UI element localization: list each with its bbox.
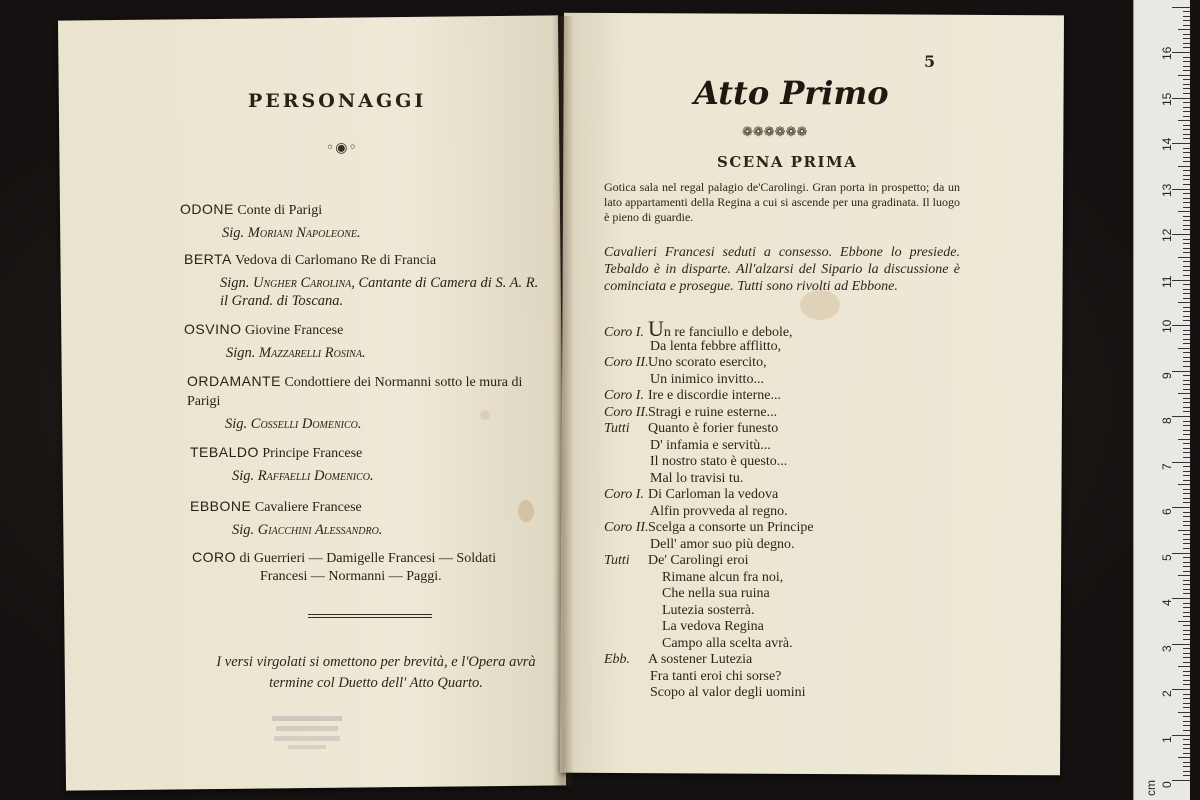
ruler-tick: [1183, 730, 1190, 731]
scene-setting: Gotica sala nel regal palagio de'Carolingi. Gran porta in prospetto; da un lato appartamenti della Regina a cui si ascende per una gradinata. Il luogo è pieno di guardie.: [604, 180, 960, 224]
ruler-tick: [1183, 79, 1190, 80]
ruler-label: 12: [1160, 228, 1174, 242]
verse-text: Dell' amor suo più degno.: [650, 536, 795, 552]
role-description: Giovine Francese: [241, 323, 344, 338]
verse-text: Un inimico invitto...: [650, 371, 764, 387]
ruler-tick: [1183, 389, 1190, 390]
ruler-tick: [1178, 712, 1190, 713]
ruler-tick: [1183, 502, 1190, 503]
ruler-label: 1: [1160, 735, 1174, 743]
role-singer: Sign. Mazzarelli Rosina.: [226, 345, 366, 361]
verse-line: [604, 685, 964, 702]
ruler-tick: [1172, 143, 1190, 144]
verse-speaker: Ebb.: [604, 652, 631, 667]
ruler-tick: [1183, 744, 1190, 745]
ruler-label: 0: [1160, 781, 1174, 788]
ruler-label: 5: [1160, 553, 1174, 561]
ruler-label: 4: [1160, 599, 1174, 606]
ruler-tick: [1183, 229, 1190, 230]
verse-line: [604, 388, 964, 405]
verse-line: [604, 316, 964, 341]
ruler-tick: [1183, 107, 1190, 108]
ruler-tick: [1183, 466, 1190, 467]
ruler-tick: [1183, 548, 1190, 549]
ruler-tick: [1183, 739, 1190, 740]
ruler-tick: [1183, 66, 1190, 67]
verse-text: D' infamia e servitù...: [650, 437, 771, 453]
ruler-tick: [1183, 298, 1190, 299]
ruler-tick: [1183, 70, 1190, 71]
role-odone: [180, 200, 361, 242]
verse-line: [604, 471, 964, 488]
ruler-tick: [1178, 393, 1190, 394]
ruler-tick: [1178, 621, 1190, 622]
verse-line: [604, 619, 964, 636]
verse-line: [604, 537, 964, 554]
ruler-tick: [1183, 316, 1190, 317]
ruler-tick: [1172, 371, 1190, 372]
book-gutter: [552, 16, 574, 786]
divider-rule: [308, 614, 432, 618]
ruler-tick: [1183, 452, 1190, 453]
ruler-tick: [1183, 352, 1190, 353]
role-description: Vedova di Carlomano Re di Francia: [231, 253, 437, 268]
ruler-tick: [1183, 88, 1190, 89]
verse-line: [604, 355, 964, 372]
ruler-tick: [1183, 193, 1190, 194]
ruler-tick: [1183, 402, 1190, 403]
ruler-tick: [1172, 780, 1190, 781]
ruler-tick: [1178, 302, 1190, 303]
ruler-tick: [1183, 662, 1190, 663]
ruler-tick: [1183, 361, 1190, 362]
role-berta: [184, 250, 544, 310]
ruler-tick: [1183, 125, 1190, 126]
ruler-label: 6: [1160, 508, 1174, 515]
ruler-tick: [1183, 434, 1190, 435]
ruler-tick: [1183, 607, 1190, 608]
ruler-tick: [1183, 334, 1190, 335]
ruler-tick: [1183, 671, 1190, 672]
verse-line: [604, 603, 964, 620]
ruler-label: 3: [1160, 644, 1174, 652]
ruler-tick: [1183, 480, 1190, 481]
role-singer: Sig. Moriani Napoleone.: [222, 225, 361, 241]
library-stamp: [270, 712, 344, 752]
verse-line: [604, 570, 964, 587]
personaggi-title: PERSONAGGI: [248, 90, 427, 112]
role-singer: Sig. Cosselli Domenico.: [225, 416, 362, 432]
page-number: 5: [924, 52, 936, 71]
role-name: EBBONE: [190, 498, 252, 514]
ruler-tick: [1183, 266, 1190, 267]
ruler-tick: [1183, 43, 1190, 44]
ruler-tick: [1183, 216, 1190, 217]
role-name: CORO: [192, 549, 236, 565]
ruler-tick: [1183, 775, 1190, 776]
ruler-tick: [1178, 484, 1190, 485]
verse-text: Un re fanciullo e debole,: [648, 316, 793, 341]
verse-text: Da lenta febbre afflitto,: [650, 338, 782, 354]
verse-text: Lutezia sosterrà.: [662, 602, 755, 618]
verse-line: [604, 372, 964, 389]
ruler-tick: [1183, 616, 1190, 617]
ruler-tick: [1183, 562, 1190, 563]
ruler-tick: [1183, 489, 1190, 490]
ruler-tick: [1183, 116, 1190, 117]
ruler-tick: [1178, 575, 1190, 576]
ruler-tick: [1183, 138, 1190, 139]
ruler-tick: [1183, 157, 1190, 158]
verse-line: [604, 487, 964, 504]
role-name: ORDAMANTE: [187, 373, 281, 389]
ruler-tick: [1183, 307, 1190, 308]
ruler-tick: [1183, 398, 1190, 399]
ruler-tick: [1183, 11, 1190, 12]
verse-speaker: Coro I.: [604, 487, 644, 502]
ruler-tick: [1183, 589, 1190, 590]
ruler-tick: [1183, 630, 1190, 631]
ruler-unit: cm: [1144, 780, 1158, 796]
verse-speaker: Coro I.: [604, 388, 644, 403]
ruler-tick: [1183, 134, 1190, 135]
verse-line: [604, 454, 964, 471]
ruler-tick: [1183, 753, 1190, 754]
verse-line: [604, 421, 964, 438]
ruler-tick: [1183, 57, 1190, 58]
ruler-tick: [1183, 375, 1190, 376]
verse-text: Che nella sua ruina: [662, 586, 770, 601]
ruler-tick: [1183, 152, 1190, 153]
verse-line: [604, 405, 964, 422]
verse-text: Campo alla scelta avrà.: [662, 635, 793, 651]
ruler-tick: [1183, 457, 1190, 458]
ruler-tick: [1183, 571, 1190, 572]
ruler-tick: [1172, 280, 1190, 281]
ruler-tick: [1183, 771, 1190, 772]
ruler-tick: [1172, 234, 1190, 235]
ruler-tick: [1183, 612, 1190, 613]
ruler-tick: [1183, 47, 1190, 48]
ruler-tick: [1183, 243, 1190, 244]
act-ornament: ❁❁❁❁❁❁: [742, 125, 808, 140]
ruler-tick: [1183, 716, 1190, 717]
role-ebbone: [190, 497, 382, 539]
verse-line: [604, 636, 964, 653]
ruler-tick: [1183, 102, 1190, 103]
ruler-tick: [1183, 239, 1190, 240]
role-osvino: [184, 320, 366, 362]
ruler-tick: [1183, 566, 1190, 567]
scene-heading: SCENA PRIMA: [717, 153, 858, 171]
ruler-tick: [1183, 707, 1190, 708]
ruler-label: 2: [1160, 690, 1174, 697]
ruler-tick: [1183, 593, 1190, 594]
ruler-tick: [1183, 225, 1190, 226]
verse-text: Rimane alcun fra noi,: [662, 569, 784, 585]
role-ordamante: [187, 372, 547, 433]
verse-speaker: Coro II.: [604, 404, 649, 420]
verse-speaker: Tutti: [604, 553, 630, 568]
verse-text: Stragi e ruine esterne...: [648, 404, 778, 420]
ruler-tick: [1183, 430, 1190, 431]
ruler-label: 8: [1160, 417, 1174, 424]
ruler-tick: [1183, 170, 1190, 171]
ruler-tick: [1183, 766, 1190, 767]
verse-line: [604, 586, 964, 603]
ruler-tick: [1183, 448, 1190, 449]
ruler-tick: [1172, 189, 1190, 190]
ruler-tick: [1172, 507, 1190, 508]
ruler-tick: [1183, 425, 1190, 426]
ruler-tick: [1183, 129, 1190, 130]
ruler-tick: [1183, 366, 1190, 367]
ruler-tick: [1178, 757, 1190, 758]
role-description: Conte di Parigi: [233, 203, 323, 218]
ruler-tick: [1172, 644, 1190, 645]
ruler-tick: [1183, 543, 1190, 544]
ruler-tick: [1183, 275, 1190, 276]
verse-text: La vedova Regina: [662, 619, 764, 634]
role-name: TEBALDO: [190, 444, 259, 460]
role-description: di Guerrieri — Damigelle Francesi — Soldati: [236, 551, 497, 566]
role-description: Condottiere dei Normanni sotto le mura di Parigi: [187, 375, 523, 409]
ruler-tick: [1183, 634, 1190, 635]
ruler-tick: [1178, 120, 1190, 121]
ruler-tick: [1183, 207, 1190, 208]
ruler-label: 13: [1160, 183, 1174, 197]
ruler-tick: [1183, 25, 1190, 26]
ruler-tick: [1183, 721, 1190, 722]
ruler-label: 16: [1160, 46, 1174, 60]
verse-line: [604, 652, 964, 669]
ruler-tick: [1172, 689, 1190, 690]
ruler-tick: [1172, 598, 1190, 599]
role-name: OSVINO: [184, 321, 242, 337]
ruler-tick: [1183, 471, 1190, 472]
ruler-tick: [1183, 653, 1190, 654]
stage-direction: Cavalieri Francesi seduti a consesso. Ebbone lo presiede. Tebaldo è in disparte. All'alzarsi del Sipario la discussione è cominciata e prosegue. Tutti sono rivolti ad Ebbone.: [604, 245, 960, 294]
ruler-tick: [1183, 61, 1190, 62]
verse-line: [604, 339, 964, 356]
paper-stain: [518, 500, 534, 522]
ruler-tick: [1183, 625, 1190, 626]
ruler-label: 9: [1160, 371, 1174, 379]
ruler-tick: [1178, 348, 1190, 349]
ruler-tick: [1183, 202, 1190, 203]
ruler-tick: [1183, 443, 1190, 444]
ruler-tick: [1183, 198, 1190, 199]
ruler-tick: [1183, 270, 1190, 271]
verse-text: Il nostro stato è questo...: [650, 454, 788, 469]
ruler-tick: [1183, 498, 1190, 499]
ruler-tick: [1183, 343, 1190, 344]
ruler-tick: [1172, 325, 1190, 326]
verse-text: Quanto è forier funesto: [648, 421, 779, 436]
role-singer: Sign. Ungher Carolina, Cantante di Camera di S. A. R. il Grand. di Toscana.: [220, 275, 539, 309]
ruler-tick: [1183, 525, 1190, 526]
ruler-tick: [1183, 539, 1190, 540]
verse-text: Di Carloman la vedova: [648, 487, 779, 502]
ruler-tick: [1178, 666, 1190, 667]
verse-speaker: Coro II.: [604, 520, 649, 535]
ruler-label: 14: [1160, 137, 1174, 151]
role-tebaldo: [190, 443, 374, 485]
verse-text: Mal lo travisi tu.: [650, 470, 744, 486]
verse-line: [604, 504, 964, 521]
ruler-tick: [1183, 220, 1190, 221]
ruler-tick: [1183, 698, 1190, 699]
ruler-tick: [1183, 580, 1190, 581]
ruler-tick: [1183, 179, 1190, 180]
ruler-tick: [1183, 684, 1190, 685]
verse-text: Ire e discordie interne...: [648, 388, 781, 403]
ruler-tick: [1172, 553, 1190, 554]
title-ornament: ◦◉◦: [326, 140, 358, 156]
role-coro: [192, 548, 552, 586]
verse-speaker: Tutti: [604, 421, 630, 436]
ruler-tick: [1178, 530, 1190, 531]
role-description: Principe Francese: [258, 446, 363, 461]
ruler-tick: [1183, 407, 1190, 408]
ruler-tick: [1183, 648, 1190, 649]
verse-block: [604, 316, 964, 702]
ruler-tick: [1172, 462, 1190, 463]
ruler-tick: [1172, 98, 1190, 99]
ruler-tick: [1183, 161, 1190, 162]
ruler-tick: [1172, 735, 1190, 736]
ruler-tick: [1183, 512, 1190, 513]
ruler-tick: [1183, 475, 1190, 476]
verse-text: Fra tanti eroi chi sorse?: [650, 668, 782, 684]
ruler-tick: [1183, 84, 1190, 85]
verse-text: De' Carolingi eroi: [648, 553, 749, 568]
verse-text: Scelga a consorte un Principe: [648, 520, 814, 535]
ruler-tick: [1183, 289, 1190, 290]
ruler-tick: [1183, 557, 1190, 558]
role-name: BERTA: [184, 251, 232, 267]
ruler-label: 10: [1160, 319, 1174, 333]
act-title: Atto Primo: [694, 74, 889, 112]
ruler-tick: [1183, 725, 1190, 726]
ruler-tick: [1183, 534, 1190, 535]
ruler-tick: [1183, 320, 1190, 321]
verse-line: [604, 669, 964, 686]
verse-text: Scopo al valor degli uomini: [650, 685, 806, 700]
footnote: I versi virgolati si omettono per brevità, e l'Opera avrà termine col Duetto dell' Atto Quarto.: [216, 654, 536, 691]
ruler-tick: [1183, 675, 1190, 676]
ruler-tick: [1178, 75, 1190, 76]
ruler-tick: [1183, 339, 1190, 340]
ruler-tick: [1183, 175, 1190, 176]
ruler-label: 15: [1160, 92, 1174, 106]
verse-line: [604, 520, 964, 537]
verse-line: [604, 438, 964, 455]
ruler-tick: [1183, 148, 1190, 149]
ruler-tick: [1183, 184, 1190, 185]
ruler-tick: [1183, 20, 1190, 21]
ruler-tick: [1183, 521, 1190, 522]
ruler-tick: [1183, 93, 1190, 94]
role-description: Cavaliere Francese: [251, 500, 362, 515]
stamp-mark: [270, 712, 344, 752]
ruler-tick: [1178, 29, 1190, 30]
measuring-ruler: [1133, 0, 1190, 800]
ruler-tick: [1183, 38, 1190, 39]
verse-text: Uno scorato esercito,: [648, 355, 767, 370]
role-name: ODONE: [180, 201, 234, 217]
ruler-tick: [1183, 421, 1190, 422]
ruler-label: 11: [1160, 275, 1174, 288]
verse-speaker: Coro I.: [604, 325, 644, 340]
verse-speaker: Coro II.: [604, 355, 649, 370]
ruler-tick: [1172, 416, 1190, 417]
ruler-tick: [1183, 493, 1190, 494]
ruler-tick: [1183, 111, 1190, 112]
ruler-tick: [1178, 166, 1190, 167]
ruler-tick: [1183, 380, 1190, 381]
verse-text: Alfin provveda al regno.: [650, 503, 788, 519]
verse-text: A sostener Lutezia: [648, 652, 753, 667]
ruler-tick: [1183, 261, 1190, 262]
role-description-continued: Francesi — Normanni — Paggi.: [260, 569, 442, 584]
ruler-tick: [1183, 384, 1190, 385]
ruler-tick: [1178, 211, 1190, 212]
ruler-tick: [1172, 52, 1190, 53]
ruler-tick: [1183, 703, 1190, 704]
ruler-tick: [1183, 330, 1190, 331]
ruler-tick: [1183, 694, 1190, 695]
ruler-tick: [1172, 7, 1190, 8]
ruler-tick: [1183, 762, 1190, 763]
ruler-tick: [1183, 293, 1190, 294]
ruler-tick: [1183, 657, 1190, 658]
ruler-tick: [1183, 411, 1190, 412]
ruler-tick: [1183, 252, 1190, 253]
ruler-tick: [1178, 439, 1190, 440]
verse-line: [604, 553, 964, 570]
ruler-tick: [1183, 680, 1190, 681]
ruler-tick: [1183, 34, 1190, 35]
ruler-tick: [1183, 248, 1190, 249]
ruler-tick: [1183, 16, 1190, 17]
ruler-tick: [1183, 311, 1190, 312]
ruler-tick: [1183, 284, 1190, 285]
ruler-label: 7: [1160, 462, 1174, 470]
ruler-tick: [1183, 357, 1190, 358]
ruler-tick: [1183, 584, 1190, 585]
ruler-tick: [1183, 516, 1190, 517]
role-singer: Sig. Raffaelli Domenico.: [232, 468, 374, 484]
ruler-tick: [1183, 639, 1190, 640]
ruler-tick: [1183, 748, 1190, 749]
ruler-tick: [1178, 257, 1190, 258]
role-singer: Sig. Giacchini Alessandro.: [232, 522, 383, 538]
ruler-tick: [1183, 603, 1190, 604]
